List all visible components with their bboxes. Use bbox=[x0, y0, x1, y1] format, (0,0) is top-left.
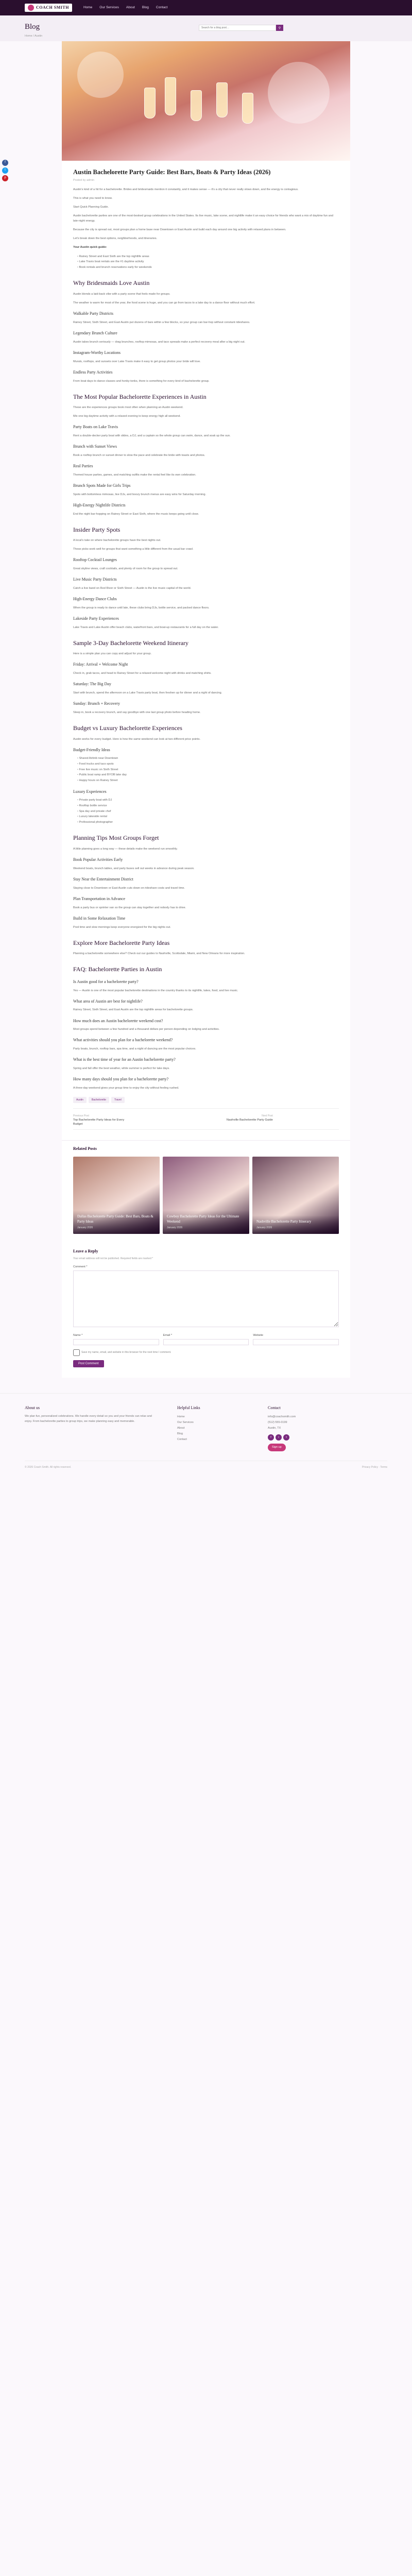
search-input[interactable] bbox=[199, 25, 276, 31]
post-title: Austin Bachelorette Party Guide: Best Bars, Boats & Party Ideas (2026) bbox=[73, 168, 271, 176]
post-meta: Posted by admin bbox=[73, 179, 94, 182]
page-titlebar bbox=[0, 15, 412, 41]
section-heading: Explore More Bachelorette Party Ideas bbox=[73, 939, 170, 946]
subsection-heading: Rooftop Cocktail Lounges bbox=[73, 557, 117, 563]
subsection-heading: Real Parties bbox=[73, 464, 93, 469]
section-paragraph: Austin works for every budget. Here is how the same weekend can look at two different price points. bbox=[73, 737, 201, 741]
section-heading: Planning Tips Most Groups Forget bbox=[73, 834, 159, 842]
subsection-heading: Brunch with Sunset Views bbox=[73, 444, 117, 449]
subsection-paragraph: Most groups spend between a few hundred and a thousand dollars per person depending on lodging and activities. bbox=[73, 1028, 220, 1031]
subsection-heading: Saturday: The Big Day bbox=[73, 682, 111, 687]
social-links bbox=[268, 1434, 360, 1440]
post-intro bbox=[73, 187, 339, 241]
nav-item-contact[interactable]: Contact bbox=[156, 5, 168, 9]
related-post-date: January 2026 bbox=[77, 1226, 93, 1229]
footer-contact-title: Contact bbox=[268, 1405, 281, 1410]
footer-link[interactable]: Home bbox=[177, 1415, 185, 1419]
subsection-paragraph: Weekend boats, brunch tables, and party buses sell out weeks in advance during peak season. bbox=[73, 867, 195, 870]
copyright-text: © 2026 Coach Smith. All rights reserved. bbox=[25, 1466, 72, 1469]
hero-image bbox=[62, 41, 350, 161]
post-sections bbox=[73, 279, 339, 1091]
subsection-heading: High-Energy Dance Clubs bbox=[73, 597, 117, 602]
subsection-paragraph: Murals, rooftops, and sunsets over Lake Travis make it easy to get group photos your bride will love. bbox=[73, 360, 201, 363]
subsection-paragraph: Staying close to Downtown or East Austin cuts down on rideshare costs and travel time. bbox=[73, 886, 185, 890]
quick-guide-list bbox=[77, 254, 339, 270]
website-field[interactable] bbox=[253, 1339, 339, 1345]
reply-fields-row bbox=[73, 1333, 339, 1345]
subsection-paragraph: Rainey Street, Sixth Street, and East Austin are the top nightlife areas for bachelorette groups. bbox=[73, 1008, 194, 1012]
related-post-date: January 2026 bbox=[256, 1226, 272, 1229]
section-heading: FAQ: Bachelorette Parties in Austin bbox=[73, 965, 162, 973]
subsection-paragraph: A three-day weekend gives your group time to enjoy the city without feeling rushed. bbox=[73, 1086, 179, 1090]
tag-link[interactable]: Bachelorette bbox=[89, 1097, 109, 1103]
reply-heading: Leave a Reply bbox=[73, 1249, 98, 1253]
footer-links bbox=[177, 1405, 249, 1452]
intro-paragraph: Start Quick Planning Guide. bbox=[73, 206, 109, 209]
page-title: Blog bbox=[25, 23, 40, 31]
section-heading: The Most Popular Bachelorette Experiences in Austin bbox=[73, 393, 207, 400]
site-logo[interactable] bbox=[25, 4, 72, 12]
subsection-paragraph: Austin takes brunch seriously — drag brunches, rooftop mimosas, and taco spreads make a perfect recovery meal after a big night out. bbox=[73, 340, 245, 344]
save-info-checkbox[interactable] bbox=[73, 1349, 80, 1356]
related-post-overlay bbox=[252, 1215, 339, 1234]
footer-link[interactable]: About bbox=[177, 1427, 185, 1430]
subsection-heading: Endless Party Activities bbox=[73, 369, 113, 375]
contact-phone[interactable]: (512) 555-0199 bbox=[268, 1421, 287, 1425]
footer-link[interactable]: Contact bbox=[177, 1438, 187, 1442]
intro-paragraph: Let's break down the best options, neighborhoods, and itineraries. bbox=[73, 237, 158, 241]
footer-links-title: Helpful Links bbox=[177, 1405, 200, 1410]
subsection-paragraph: Lake Travis and Lake Austin offer beach clubs, waterfront bars, and boat-up restaurants for a full day on the water. bbox=[73, 625, 219, 629]
name-label: Name * bbox=[73, 1333, 83, 1337]
section-paragraph: Here is a simple plan you can copy and adjust for your group. bbox=[73, 652, 152, 656]
subsection-list bbox=[77, 756, 339, 783]
subsection-heading: Brunch Spots Made for Girls Trips bbox=[73, 483, 131, 488]
subsection-paragraph: From boat days to dance classes and honky-tonks, there is something for every kind of bachelorette group. bbox=[73, 379, 210, 383]
subsection-heading: Book Popular Activities Early bbox=[73, 857, 123, 862]
nav-item-blog[interactable]: Blog bbox=[142, 5, 149, 9]
subsection-heading: Budget-Friendly Ideas bbox=[73, 747, 110, 752]
subsection-heading: Friday: Arrival + Welcome Night bbox=[73, 662, 128, 667]
related-post-card[interactable] bbox=[73, 1157, 160, 1234]
subsection-paragraph: Spring and fall offer the best weather, while summer is perfect for lake days. bbox=[73, 1067, 170, 1071]
share-rail bbox=[2, 160, 8, 181]
subsection-heading: How much does an Austin bachelorette weekend cost? bbox=[73, 1018, 163, 1023]
section-paragraph: Planning a bachelorette somewhere else? Check out our guides to Nashville, Scottsdale, Miami, and New Orleans for more inspiration. bbox=[73, 952, 245, 956]
quick-guide-item: • Book rentals and brunch reservations early for weekends bbox=[77, 265, 339, 270]
section-paragraph: Mix one big daytime activity with a relaxed evening to keep energy high all weekend. bbox=[73, 415, 181, 418]
previous-post-kicker: Previous Post bbox=[73, 1114, 89, 1117]
list-item: • Food trucks and taco spots bbox=[77, 761, 339, 767]
section-paragraph: The weather is warm for most of the year, the food scene is huge, and you can go from tacos to a lake day to a dance floor without much effort. bbox=[73, 301, 255, 305]
subsection-paragraph: Book a rooftop brunch or sunset dinner to slow the pace and celebrate the bride with toasts and photos. bbox=[73, 453, 205, 457]
list-item: • Happy hours on Rainey Street bbox=[77, 778, 339, 784]
footer-link[interactable]: Blog bbox=[177, 1432, 183, 1436]
subsection-heading: What is the best time of year for an Austin bachelorette party? bbox=[73, 1057, 176, 1062]
related-post-card[interactable] bbox=[252, 1157, 339, 1234]
subsection-heading: Lakeside Party Experiences bbox=[73, 616, 119, 621]
signup-button[interactable]: Sign up bbox=[268, 1444, 286, 1451]
section-heading: Insider Party Spots bbox=[73, 526, 121, 533]
list-item: • Free live music on Sixth Street bbox=[77, 767, 339, 773]
contact-location: Austin, TX bbox=[268, 1427, 281, 1430]
intro-paragraph: Austin's kind of a hit for a bachelorette. Brides and bridesmaids mention it constantly, and it makes sense — it's a city that never really slows down, and the energy is contagious. bbox=[73, 188, 299, 192]
tag-link[interactable]: Austin bbox=[73, 1097, 87, 1103]
site-footer bbox=[0, 1393, 412, 1474]
subsection-heading: How many days should you plan for a bachelorette party? bbox=[73, 1077, 169, 1082]
nav-item-about[interactable]: About bbox=[126, 5, 135, 9]
section-heading: Budget vs Luxury Bachelorette Experiences bbox=[73, 724, 182, 732]
instagram-icon[interactable]: i bbox=[276, 1434, 282, 1440]
legal-links[interactable]: Privacy Policy · Terms bbox=[362, 1466, 387, 1469]
search-icon: ⚲ bbox=[278, 26, 281, 30]
subsection-paragraph: Catch a live band on Red River or Sixth Street — Austin is the live music capital of the world. bbox=[73, 586, 192, 590]
list-item: • Public boat ramp and BYOB lake day bbox=[77, 772, 339, 778]
list-item: • Luxury lakeside rental bbox=[77, 814, 339, 820]
section-paragraph: A local's take on where bachelorette groups have the best nights out. bbox=[73, 539, 161, 543]
main-nav bbox=[83, 5, 167, 10]
list-item: • Private party boat with DJ bbox=[77, 798, 339, 803]
quick-guide-item: • Lake Travis boat rentals are the #1 daytime activity bbox=[77, 259, 339, 265]
pinterest-share-icon[interactable]: p bbox=[2, 175, 8, 181]
subsection-heading: Live Music Party Districts bbox=[73, 577, 117, 582]
save-info-label: Save my name, email, and website in this browser for the next time I comment. bbox=[81, 1351, 171, 1354]
subsection-paragraph: Great skyline views, craft cocktails, and plenty of room for the group to spread out. bbox=[73, 567, 178, 571]
subsection-heading: Luxury Experiences bbox=[73, 789, 107, 794]
section-paragraph: Austin blends a laid-back vibe with a party scene that feels made for groups. bbox=[73, 293, 170, 296]
next-post-title: Nashville Bachelorette Party Guide bbox=[226, 1118, 273, 1122]
logo-mark-icon bbox=[28, 5, 34, 11]
list-item: • Rooftop bottle service bbox=[77, 803, 339, 809]
blog-article bbox=[62, 41, 350, 1140]
related-posts bbox=[62, 1140, 350, 1241]
related-post-date: January 2026 bbox=[167, 1226, 183, 1229]
footer-about-text: We plan fun, personalized celebrations. We handle every detail so you and your friends can relax and enjoy. From bachelorette parties to group trips, we make planning easy and memorable. bbox=[25, 1415, 152, 1423]
reply-note: Your email address will not be published. Required fields are marked * bbox=[73, 1257, 153, 1260]
related-post-overlay bbox=[73, 1210, 160, 1234]
email-field[interactable] bbox=[163, 1339, 249, 1345]
subsection-heading: Sunday: Brunch + Recovery bbox=[73, 701, 120, 706]
post-comment-button[interactable]: Post Comment bbox=[73, 1360, 104, 1367]
post-tags bbox=[73, 1097, 339, 1109]
logo-text: COACH SMITH bbox=[36, 5, 69, 10]
related-post-title: Cowboy Bachelorette Party Ideas for the Ultimate Weekend bbox=[167, 1214, 239, 1224]
subsection-paragraph: Rent a double-decker party boat with slides, a DJ, and a captain so the whole group can swim, dance, and soak up the sun. bbox=[73, 434, 231, 438]
subsection-heading: Build in Some Relaxation Time bbox=[73, 916, 126, 921]
subsection-heading: Legendary Brunch Culture bbox=[73, 331, 117, 335]
search-button[interactable] bbox=[276, 25, 283, 31]
copyright-bar bbox=[25, 1461, 387, 1473]
subsection-heading: Plan Transportation in Advance bbox=[73, 896, 126, 901]
subsection-paragraph: Spots with bottomless mimosas, live DJs, and boozy brunch menus are easy wins for Saturday morning. bbox=[73, 493, 207, 496]
subsection-heading: Stay Near the Entertainment District bbox=[73, 877, 133, 882]
subsection-paragraph: Book a party bus or sprinter van so the group can stay together and nobody has to drive. bbox=[73, 906, 186, 909]
related-post-title: Dallas Bachelorette Party Guide: Best Bars, Boats & Party Ideas bbox=[77, 1214, 153, 1224]
previous-post-link[interactable] bbox=[73, 1114, 195, 1126]
subsection-paragraph: End the night bar-hopping on Rainey Street or East Sixth, where the music keeps going until close. bbox=[73, 512, 199, 516]
subsection-heading: Party Boats on Lake Travis bbox=[73, 425, 118, 430]
subsection-paragraph: Pool time and slow mornings keep everyone energized for the big nights out. bbox=[73, 925, 171, 929]
section-heading: Why Bridesmaids Love Austin bbox=[73, 279, 150, 287]
subsection-paragraph: Start with brunch, spend the afternoon on a Lake Travis party boat, then freshen up for dinner and a night of dancing. bbox=[73, 691, 222, 695]
subsection-paragraph: When the group is ready to dance until late, these clubs bring DJs, bottle service, and packed dance floors. bbox=[73, 606, 210, 609]
search-box bbox=[199, 25, 283, 31]
next-post-link[interactable] bbox=[217, 1114, 339, 1126]
quick-guide-label: Your Austin quick guide: bbox=[73, 246, 107, 249]
next-post-kicker: Next Post bbox=[262, 1114, 273, 1117]
footer-about-title: About us bbox=[25, 1405, 40, 1410]
subsection-paragraph: Themed house parties, games, and matching outfits make the rental feel like its own celebration. bbox=[73, 473, 196, 477]
section-paragraph: These are the experiences groups book most often when planning an Austin weekend. bbox=[73, 406, 183, 410]
contact-email[interactable]: info@coachsmith.com bbox=[268, 1415, 296, 1419]
related-posts-cards bbox=[73, 1157, 339, 1234]
subsection-paragraph: Sleep in, book a recovery brunch, and say goodbye with one last group photo before heading home. bbox=[73, 710, 201, 714]
intro-paragraph: Because the city is spread out, most groups plan a home base near Downtown or East Austin and build each day around one big activity with relaxed plans in between. bbox=[73, 228, 286, 232]
nav-item-services[interactable]: Our Services bbox=[99, 5, 119, 9]
footer-about bbox=[25, 1405, 159, 1452]
subsection-paragraph: Yes — Austin is one of the most popular bachelorette destinations in the country thanks to its nightlife, lakes, food, and live music. bbox=[73, 989, 238, 992]
related-post-overlay bbox=[163, 1210, 249, 1234]
twitter-share-icon[interactable]: t bbox=[2, 167, 8, 174]
list-item: • Professional photographer bbox=[77, 820, 339, 825]
post-navigation bbox=[73, 1109, 339, 1130]
facebook-share-icon[interactable]: f bbox=[2, 160, 8, 166]
subsection-heading: What activities should you plan for a bachelorette weekend? bbox=[73, 1038, 173, 1043]
previous-post-title: Top Bachelorette Party Ideas for Every Budget bbox=[73, 1118, 125, 1126]
twitter-icon[interactable]: t bbox=[283, 1434, 289, 1440]
save-info-row bbox=[73, 1349, 339, 1356]
subsection-heading: High-Energy Nightlife Districts bbox=[73, 502, 126, 507]
subsection-paragraph: Rainey Street, Sixth Street, and East Austin put dozens of bars within a few blocks, so your group can bar-hop without constant rideshares. bbox=[73, 320, 250, 324]
subsection-paragraph: Party boats, brunch, rooftop bars, spa time, and a night of dancing are the most popular choices. bbox=[73, 1047, 196, 1051]
section-heading: Sample 3-Day Bachelorette Weekend Itinerary bbox=[73, 639, 189, 647]
subsection-heading: Walkable Party Districts bbox=[73, 311, 114, 316]
subsection-heading: What area of Austin are best for nightlife? bbox=[73, 998, 143, 1004]
footer-contact bbox=[268, 1405, 360, 1452]
quick-guide-item: • Rainey Street and East Sixth are the top nightlife areas bbox=[77, 254, 339, 260]
subsection-paragraph: Check in, grab tacos, and head to Rainey Street for a relaxed welcome night with drinks and matching shirts. bbox=[73, 672, 212, 675]
subsection-list bbox=[77, 798, 339, 825]
section-paragraph: A little planning goes a long way — these details make the weekend run smoothly. bbox=[73, 848, 178, 851]
breadcrumb[interactable]: Home / Austin bbox=[25, 35, 43, 38]
nav-item-home[interactable]: Home bbox=[83, 5, 93, 9]
site-header bbox=[0, 0, 412, 15]
tag-link[interactable]: Travel bbox=[111, 1097, 125, 1103]
related-post-card[interactable] bbox=[163, 1157, 249, 1234]
website-label: Website bbox=[253, 1333, 264, 1337]
subsection-heading: Instagram-Worthy Locations bbox=[73, 350, 121, 355]
related-post-title: Nashville Bachelorette Party Itinerary bbox=[256, 1219, 312, 1224]
facebook-icon[interactable]: f bbox=[268, 1434, 274, 1440]
name-field[interactable] bbox=[73, 1339, 159, 1345]
email-label: Email * bbox=[163, 1333, 173, 1337]
comment-textarea[interactable] bbox=[73, 1270, 339, 1327]
comment-form bbox=[62, 1241, 350, 1378]
related-posts-heading: Related Posts bbox=[73, 1146, 97, 1151]
list-item: • Spa day and private chef bbox=[77, 809, 339, 815]
list-item: • Shared Airbnb near Downtown bbox=[77, 756, 339, 761]
footer-link[interactable]: Our Services bbox=[177, 1421, 194, 1425]
section-paragraph: These picks work well for groups that want something a little different from the usual bar crawl. bbox=[73, 548, 194, 551]
intro-paragraph: This is what you need to know. bbox=[73, 197, 113, 200]
article-content bbox=[62, 161, 350, 1130]
subsection-heading: Is Austin good for a bachelorette party? bbox=[73, 979, 139, 984]
intro-paragraph: Austin bachelorette parties are one of the most-booked group celebrations in the United States. Its live music, lake scene, and nightlife make it an easy choice for friends who want a mix of daytime fun and late-night energy. bbox=[73, 214, 333, 223]
comment-label: Comment * bbox=[73, 1265, 88, 1268]
